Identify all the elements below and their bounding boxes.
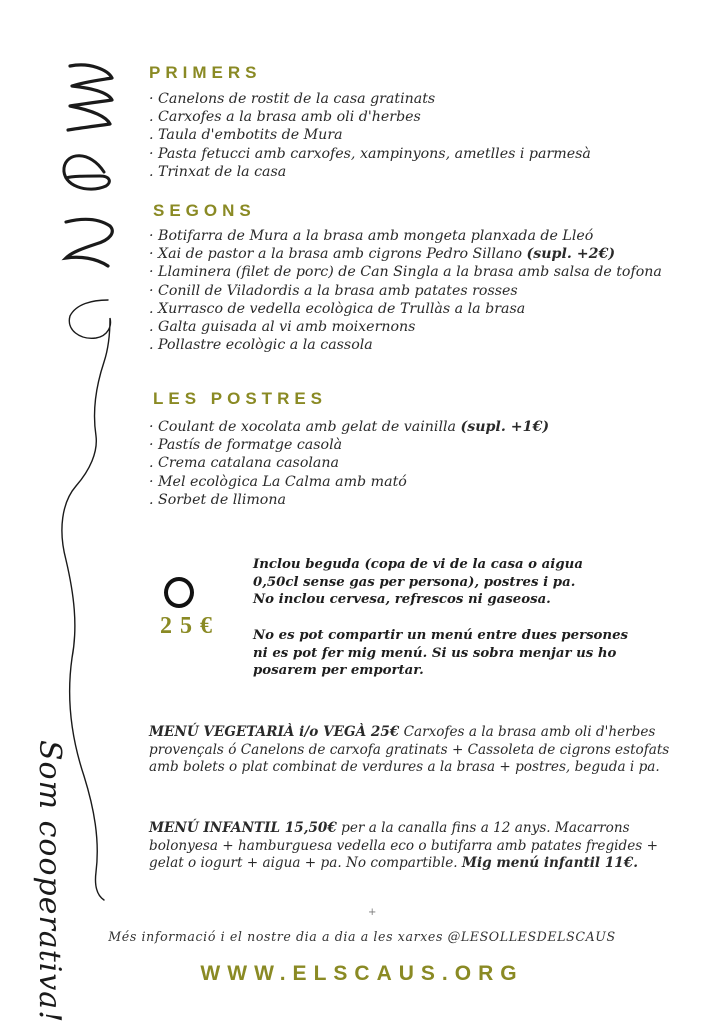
menu-item: . Pollastre ecològic a la cassola — [149, 337, 373, 354]
menu-script-m — [68, 65, 112, 130]
menu-item: · Botifarra de Mura a la brasa amb mongeta planxada de Lleó — [149, 228, 594, 244]
menu-item: · Mel ecològica La Calma amb mató — [149, 473, 407, 490]
menu-price: 25€ — [160, 613, 220, 639]
postres-list — [149, 418, 549, 509]
menu-script-lettering — [0, 0, 140, 1024]
menu-item: . Carxofes a la brasa amb oli d'herbes — [149, 109, 421, 126]
includes-line: Inclou beguda (copa de vi de la casa o aigua — [253, 557, 583, 572]
menu-item: · Llaminera (filet de porc) de Can Singla a la brasa amb salsa de tofona — [149, 264, 662, 281]
menu-item — [149, 418, 549, 436]
menu-item: · Canelons de rostit de la casa gratinats — [149, 91, 436, 107]
section-title-segons: SEGONS — [153, 201, 256, 220]
kids-half-menu: Mig menú infantil 11€. — [461, 855, 638, 872]
tagline-script: Som cooperativa! — [32, 740, 67, 1024]
menu-item: . Crema catalana casolana — [149, 455, 339, 472]
menu-script-n — [66, 219, 112, 266]
divider-plus: + — [368, 907, 377, 918]
sharing-rule-note — [253, 627, 653, 680]
menu-item: . Galta guisada al vi amb moixernons — [149, 319, 416, 336]
segons-list — [149, 227, 679, 354]
menu-item: · Pasta fetucci amb carxofes, xampinyons, ametlles i parmesà — [149, 145, 591, 162]
menu-item: . Xurrasco de vedella ecològica de Trullàs a la brasa — [149, 300, 526, 317]
includes-note — [253, 556, 653, 609]
kids-menu — [149, 820, 679, 873]
primers-list — [149, 90, 591, 181]
kids-menu-text: per a la canalla fins a 12 anys. Macarrons bolonyesa + hamburguesa vedella eco o butifarra amb patates fregides + gelat o iogurt + aigua + pa. No compartible. — [149, 820, 658, 872]
section-title-postres: LES POSTRES — [153, 389, 328, 408]
menu-item: . Trinxat de la casa — [149, 163, 287, 180]
menu-item-text: · Xai de pastor a la brasa amb cigrons Pedro Sillano — [149, 246, 523, 263]
menu-item — [149, 245, 679, 263]
menu-item: · Conill de Viladordis a la brasa amb patates rosses — [149, 282, 518, 299]
price-circle-icon — [164, 577, 194, 608]
menu-item-text: · Coulant de xocolata amb gelat de vainilla — [149, 419, 456, 435]
vegetarian-menu-title: MENÚ VEGETARIÀ i/o VEGÀ 25€ — [149, 724, 400, 740]
menu-script-e — [64, 156, 109, 189]
supplement-note: (supl. +2€) — [526, 246, 616, 263]
supplement-note: (supl. +1€) — [460, 419, 550, 435]
website-url[interactable]: WWW.ELSCAUS.ORG — [200, 962, 524, 985]
rule-line: ni es pot fer mig menú. Si us sobra menjar us ho — [253, 645, 617, 661]
includes-line: 0,50cl sense gas per persona), postres i pa. — [253, 574, 576, 590]
menu-item: · Pastís de formatge casolà — [149, 437, 343, 454]
rule-line: No es pot compartir un menú entre dues persones — [253, 628, 629, 643]
rule-line: posarem per emportar. — [253, 663, 424, 679]
vegetarian-menu-text: Carxofes a la brasa amb oli d'herbes provençals ó Canelons de carxofa gratinats + Cassoleta de cigrons estofats amb bolets o plat combinat de verdures a la brasa + postres, beguda i pa. — [149, 724, 670, 776]
includes-line: No inclou cervesa, refrescos ni gaseosa. — [253, 592, 551, 608]
vegetarian-menu — [149, 724, 679, 777]
kids-menu-title: MENÚ INFANTIL 15,50€ — [149, 820, 337, 836]
menu-script-u — [62, 300, 111, 900]
section-title-primers: PRIMERS — [149, 63, 262, 82]
menu-item: . Sorbet de llimona — [149, 491, 286, 508]
menu-item: . Taula d'embotits de Mura — [149, 127, 343, 144]
social-handle-note: Més informació i el nostre dia a dia a les xarxes @LESOLLESDELSCAUS — [108, 929, 616, 944]
